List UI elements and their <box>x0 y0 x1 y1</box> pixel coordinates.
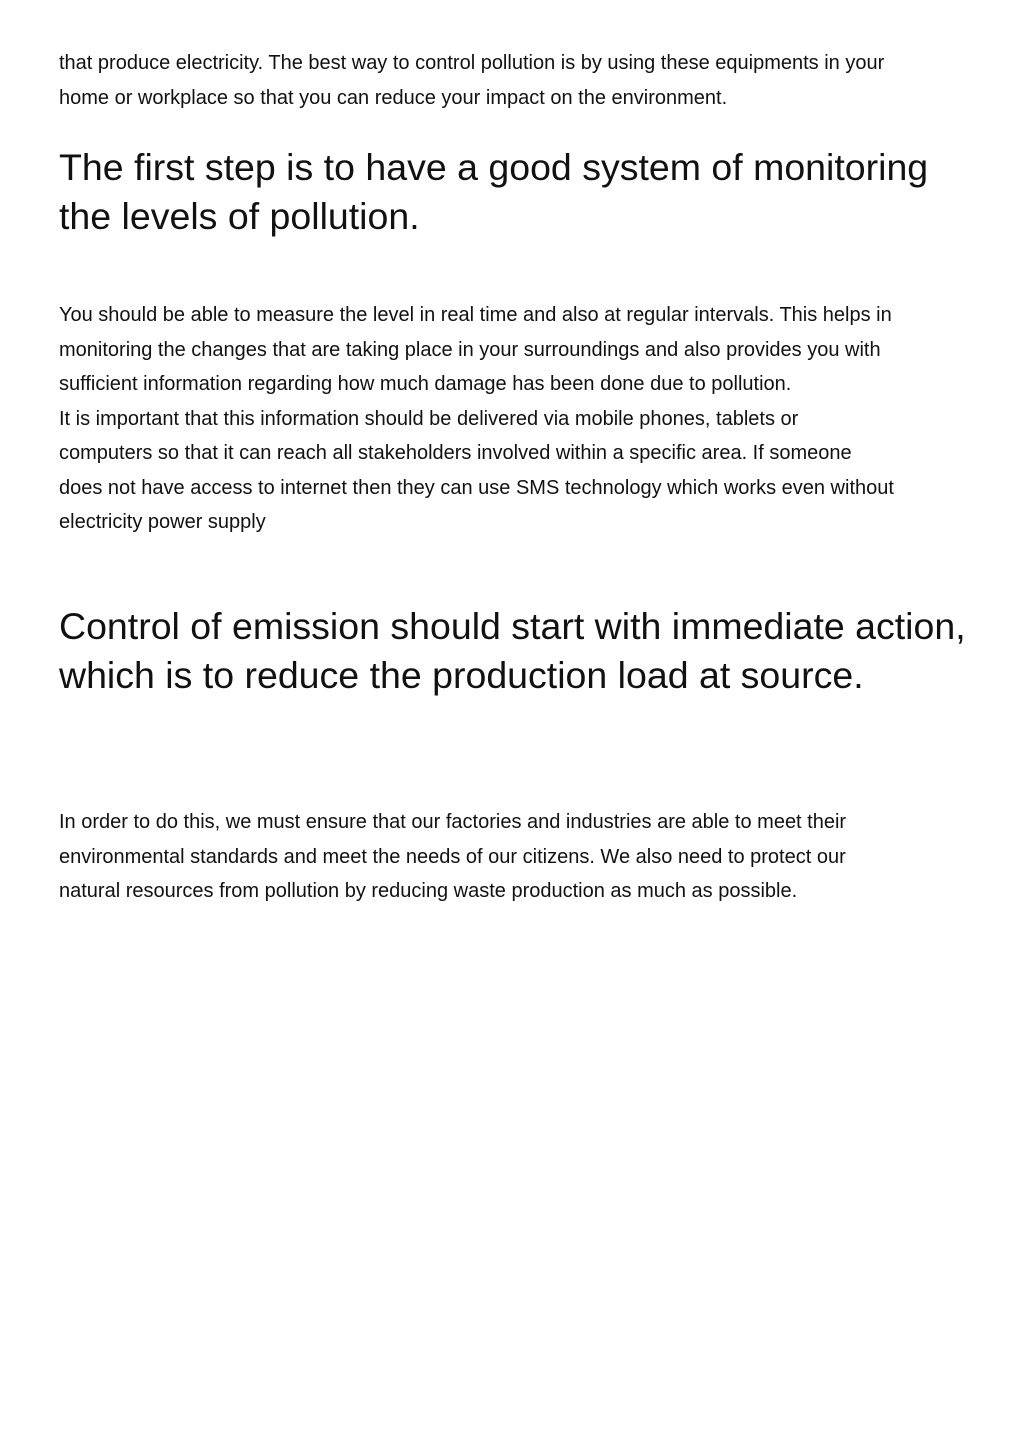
section-paragraph-monitoring: You should be able to measure the level in real time and also at regular intervals. This helps in monitoring the changes that are taking place in your surroundings and also provides you with sufficient information regarding how much damage has been done due to pollution. It is important that this information should be delivered via mobile phones, tablets or computers so that it can reach all stakeholders involved within a specific area. If someone does not have access to internet then they can use SMS technology which works even without electricity power supply <box>59 304 894 533</box>
section-heading-monitoring: The first step is to have a good system of monitoring the levels of pollution. <box>59 146 929 237</box>
section-paragraph-emission-control: In order to do this, we must ensure that our factories and industries are able to meet their environmental standards and meet the needs of our citizens. We also need to protect our natural resources from pollution by reducing waste production as much as possible. <box>59 811 847 902</box>
section-heading-emission-control: Control of emission should start with immediate action, which is to reduce the production load at source. <box>59 605 966 696</box>
intro-paragraph: that produce electricity. The best way to control pollution is by using these equipments in your home or workplace so that you can reduce your impact on the environment. <box>59 52 885 109</box>
